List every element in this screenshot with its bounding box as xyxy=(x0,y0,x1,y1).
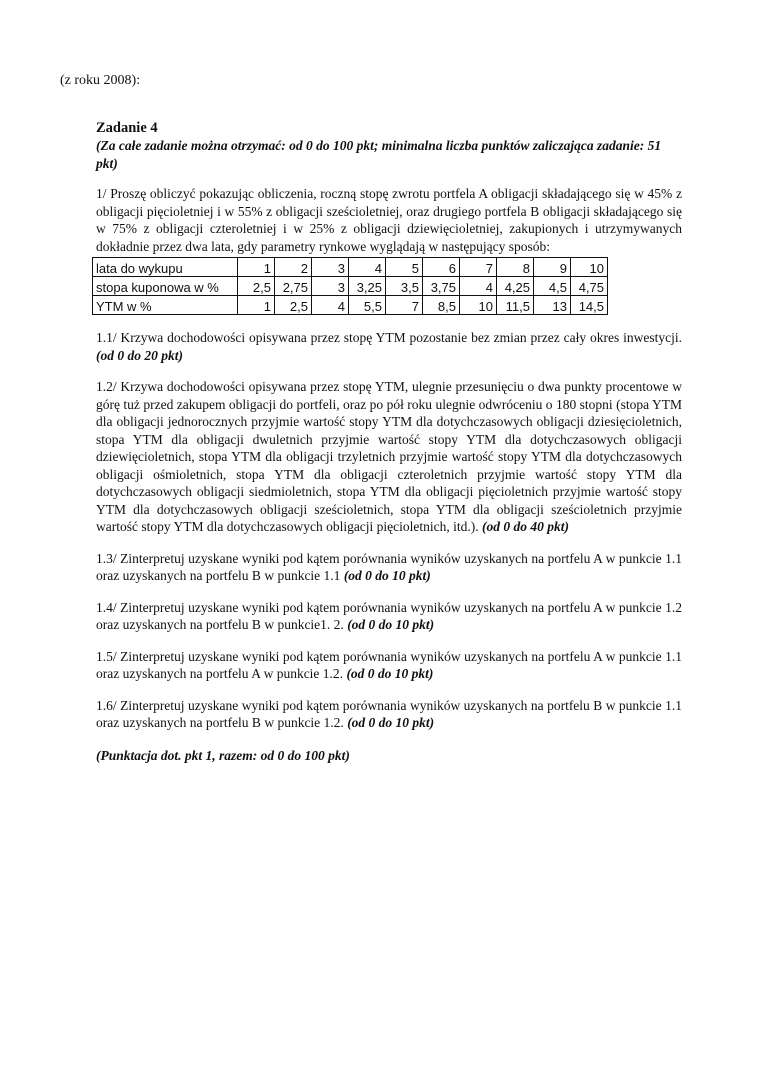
table-cell: 1 xyxy=(238,258,275,277)
table-cell: 5,5 xyxy=(349,296,386,315)
table-row-coupon xyxy=(93,277,608,296)
task-subtitle: (Za całe zadanie można otrzymać: od 0 do 100 pkt; minimalna liczba punktów zaliczająca zadanie: 51 pkt) xyxy=(96,138,662,171)
market-parameters-table xyxy=(92,257,608,315)
section-text: 1.4/ Zinterpretuj uzyskane wyniki pod kątem porównania wyników uzyskanych na portfelu A w punkcie 1.2 oraz uzyskanych na portfelu B w punkcie1. 2. xyxy=(96,599,682,632)
table-cell: 4 xyxy=(349,258,386,277)
table-cell: 4 xyxy=(312,296,349,315)
section-1-1 xyxy=(96,329,682,364)
table-cell: 8,5 xyxy=(423,296,460,315)
section-1-3 xyxy=(96,550,682,585)
section-text: 1.2/ Krzywa dochodowości opisywana przez stopę YTM, ulegnie przesunięciu o dwa punkty procentowe w górę tuż przed zakupem obligacji do portfeli, oraz po pół roku ulegnie odwróceniu o 180 stopni (stopa YTM dla obligacji jednorocznych przyjmie wartość stopy YTM dla dotychczasowych obligacji dziesięcioletnich, stopa YTM dla obligacji dwuletnich przyjmie wartość stopy YTM dla dotychczasowych obligacji dziewięcioletnich, stopa YTM dla obligacji trzyletnich przyjmie wartość stopy YTM dla dotychczasowych obligacji ośmioletnich, stopa YTM dla obligacji czteroletnich przyjmie wartość stopy YTM dla dotychczasowych obligacji siedmioletnich, stopa YTM dla obligacji pięcioletnich przyjmie wartość stopy YTM dla dotychczasowych obligacji sześcioletnich, stopa YTM dla obligacji sześcioletnich przyjmie wartość stopy YTM dla dotychczasowych obligacji pięcioletnich, itd.). xyxy=(96,379,682,534)
section-1-5 xyxy=(96,648,682,683)
points-summary: (Punktacja dot. pkt 1, razem: od 0 do 100 pkt) xyxy=(96,747,350,763)
header-note: (z roku 2008): xyxy=(60,73,141,88)
section-points: (od 0 do 40 pkt) xyxy=(482,519,570,534)
table-cell: 3 xyxy=(312,277,349,296)
section-text: 1.5/ Zinterpretuj uzyskane wyniki pod kątem porównania wyników uzyskanych na portfelu A w punkcie 1.1 oraz uzyskanych na portfelu A w punkcie 1.2. xyxy=(96,648,682,681)
section-points: (od 0 do 10 pkt) xyxy=(343,568,431,583)
task-title: Zadanie 4 xyxy=(96,120,158,136)
table-cell: 4,25 xyxy=(497,277,534,296)
table-cell: 5 xyxy=(386,258,423,277)
table-cell: 7 xyxy=(460,258,497,277)
table-cell: 3 xyxy=(312,258,349,277)
section-points: (od 0 do 10 pkt) xyxy=(347,617,435,632)
table-cell: 14,5 xyxy=(571,296,608,315)
table-cell: 9 xyxy=(534,258,571,277)
section-points: (od 0 do 10 pkt) xyxy=(346,666,434,681)
section-1-4 xyxy=(96,599,682,634)
table-cell: 3,25 xyxy=(349,277,386,296)
table-cell: 2,75 xyxy=(275,277,312,296)
table-cell: 3,5 xyxy=(386,277,423,296)
table-row-maturity xyxy=(93,258,608,277)
table-row-label: stopa kuponowa w % xyxy=(93,277,238,296)
section-points: (od 0 do 10 pkt) xyxy=(347,715,435,730)
table-cell: 13 xyxy=(534,296,571,315)
section-points: (od 0 do 20 pkt) xyxy=(96,347,183,363)
table-cell: 2,5 xyxy=(238,277,275,296)
table-row-label: lata do wykupu xyxy=(93,258,238,277)
table-cell: 4,75 xyxy=(571,277,608,296)
table-cell: 2 xyxy=(275,258,312,277)
table-cell: 11,5 xyxy=(497,296,534,315)
table-cell: 2,5 xyxy=(275,296,312,315)
table-cell: 4 xyxy=(460,277,497,296)
table-cell: 7 xyxy=(386,296,423,315)
table-cell: 3,75 xyxy=(423,277,460,296)
table-cell: 8 xyxy=(497,258,534,277)
table-row-ytm xyxy=(93,296,608,315)
section-text: 1.1/ Krzywa dochodowości opisywana przez stopę YTM pozostanie bez zmian przez cały okres inwestycji. xyxy=(96,330,682,345)
section-text: 1.6/ Zinterpretuj uzyskane wyniki pod kątem porównania wyników uzyskanych na portfelu B w punkcie 1.1 oraz uzyskanych na portfelu B w punkcie 1.2. xyxy=(96,697,682,730)
table-cell: 4,5 xyxy=(534,277,571,296)
table-cell: 10 xyxy=(460,296,497,315)
section-text: 1.3/ Zinterpretuj uzyskane wyniki pod kątem porównania wyników uzyskanych na portfelu A w punkcie 1.1 oraz uzyskanych na portfelu B w punkcie 1.1 xyxy=(96,550,682,583)
table-cell: 10 xyxy=(571,258,608,277)
section-1-6 xyxy=(96,697,682,732)
table-cell: 6 xyxy=(423,258,460,277)
task-content xyxy=(96,120,682,777)
section-1-2 xyxy=(96,378,682,536)
intro-paragraph: 1/ Proszę obliczyć pokazując obliczenia, roczną stopę zwrotu portfela A obligacji składającego się w 45% z obligacji pięcioletniej i w 55% z obligacji sześcioletniej, oraz drugiego portfela B obligacji składającego się w 75% z obligacji czteroletniej i w 25% z obligacji dziewięcioletniej, zakupionych i utrzymywanych dokładnie przez dwa lata, gdy parametry rynkowe wyglądają w następujący sposób: xyxy=(96,186,682,254)
table-cell: 1 xyxy=(238,296,275,315)
table-row-label: YTM w % xyxy=(93,296,238,315)
